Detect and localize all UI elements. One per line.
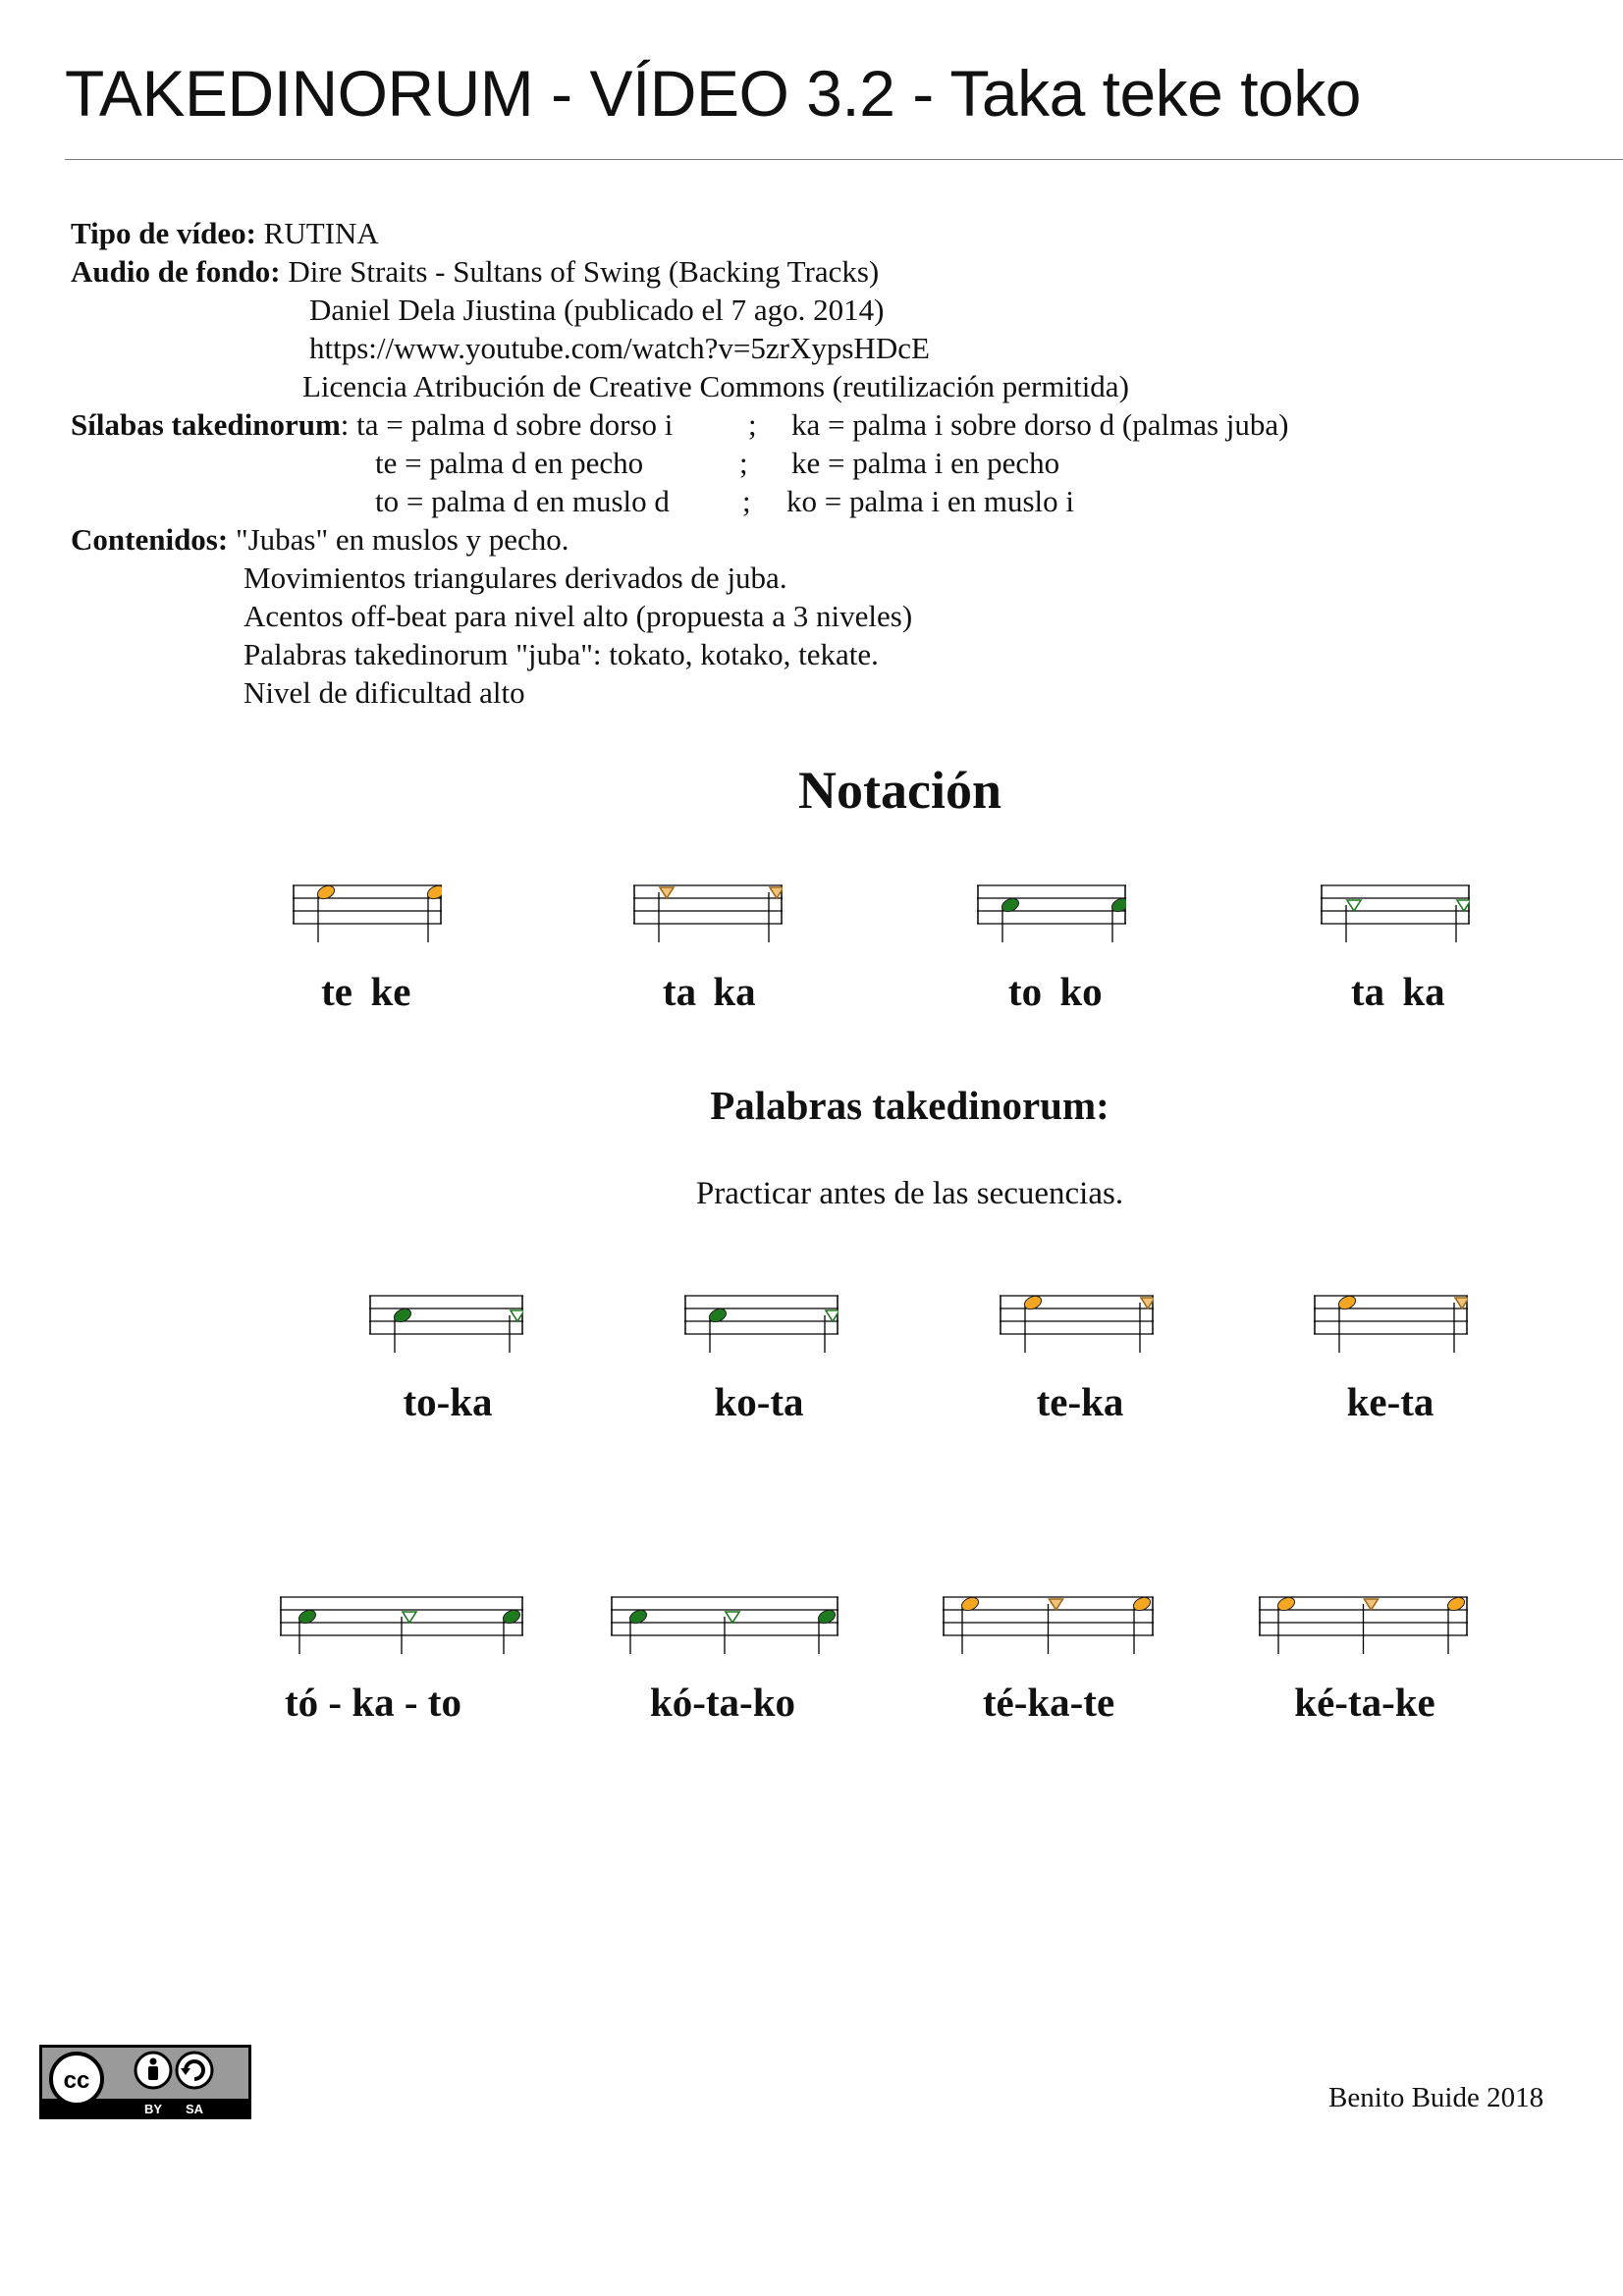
audio-line-3[interactable]: https://www.youtube.com/watch?v=5zrXypsHDcE: [309, 331, 930, 365]
notacion-3-syllable-1: to: [1007, 969, 1043, 1014]
audio-line-2: Daniel Dela Jiustina (publicado el 7 ago. 2014): [309, 293, 885, 327]
silabas-row-1-left: : ta = palma d sobre dorso i: [340, 407, 674, 442]
note-ka: [1050, 1599, 1063, 1610]
staff-notacion-4: [1321, 879, 1470, 942]
silabas-row-3-left: to = palma d en muslo d: [375, 484, 670, 518]
notacion-3-syllable-2: ko: [1059, 969, 1103, 1014]
notacion-heading: Notación: [798, 761, 1001, 820]
cc-by-sa-badge[interactable]: [39, 2045, 251, 2119]
cc-icon-text: cc: [63, 2067, 90, 2094]
staff-word-te-ka: [1000, 1289, 1154, 1353]
notacion-4-syllable-2: ka: [1402, 969, 1445, 1014]
note-ka2: [511, 1310, 523, 1321]
note-ka2: [1457, 900, 1470, 911]
silabas-row-2-left: te = palma d en pecho: [375, 446, 644, 480]
contenidos-line-1: [71, 524, 569, 555]
word-label-ketake: ké-ta-ke: [1294, 1680, 1435, 1725]
sa-icon: [177, 2053, 212, 2088]
staff-notacion-2: [633, 879, 783, 942]
contenidos-line-4: Palabras takedinorum "juba": tokato, kotako, tekate.: [243, 637, 879, 671]
note-ta: [660, 887, 674, 898]
by-text: BY: [143, 2102, 163, 2116]
silabas-row-3-right: ko = palma i en muslo i: [786, 484, 1075, 518]
palabras-subtitle: Practicar antes de las secuencias.: [695, 1176, 1124, 1211]
word-label-kotako: kó-ta-ko: [649, 1680, 796, 1725]
sa-text: SA: [185, 2102, 204, 2116]
palabras-heading: Palabras takedinorum:: [710, 1083, 1109, 1128]
tipo-label: Tipo de vídeo:: [71, 216, 256, 250]
silabas-label: Sílabas takedinorum: [71, 407, 341, 442]
notacion-2-syllable-2: ka: [713, 969, 756, 1014]
silabas-row-1-sep: ;: [748, 407, 757, 442]
word-label-ke-ta: ke-ta: [1346, 1379, 1434, 1424]
silabas-row-2-sep: ;: [739, 446, 748, 480]
staff-word-kotako: [611, 1590, 839, 1654]
note-ta: [1365, 1599, 1379, 1610]
word-label-tekate: té-ka-te: [982, 1680, 1115, 1725]
staff-word-ko-ta: [684, 1289, 839, 1353]
audio-line-1: Dire Straits - Sultans of Swing (Backing Tracks): [280, 254, 880, 289]
staff-word-ke-ta: [1314, 1289, 1468, 1353]
staff-word-ketake: [1259, 1590, 1468, 1654]
silabas-row-1: [71, 409, 673, 440]
author-credit: Benito Buide 2018: [1328, 2082, 1544, 2113]
staff-notacion-3: [977, 879, 1126, 942]
staff-notacion-1: [293, 879, 442, 942]
word-label-ko-ta: ko-ta: [714, 1379, 804, 1424]
word-label-to-ka: to-ka: [403, 1379, 493, 1424]
staff-word-tokato: [280, 1590, 523, 1654]
note-ka: [770, 887, 783, 898]
word-label-te-ka: te-ka: [1036, 1379, 1124, 1424]
audio-label: Audio de fondo:: [71, 254, 281, 289]
note-ta2: [826, 1310, 839, 1321]
contenidos-line-5: Nivel de dificultad alto: [243, 675, 525, 710]
silabas-row-1-right: ka = palma i sobre dorso d (palmas juba): [791, 407, 1289, 442]
note-ta: [1455, 1298, 1468, 1308]
title-rule: [65, 159, 1623, 160]
note-ka: [1141, 1298, 1154, 1308]
note-ta2: [726, 1612, 739, 1623]
by-icon-head: [150, 2058, 157, 2065]
contenidos-line-2: Movimientos triangulares derivados de juba.: [243, 561, 787, 595]
tipo-value: RUTINA: [255, 216, 379, 250]
audio-line: [71, 256, 879, 287]
contenidos-line-3: Acentos off-beat para nivel alto (propuesta a 3 niveles): [243, 599, 913, 633]
word-label-tokato: tó - ka - to: [285, 1680, 461, 1725]
note-ta2: [1347, 900, 1361, 911]
staff-word-to-ka: [369, 1289, 523, 1353]
page-title: TAKEDINORUM - VÍDEO 3.2 - Taka teke toko: [65, 57, 1361, 130]
notacion-4-syllable-1: ta: [1350, 969, 1385, 1014]
notacion-2-syllable-1: ta: [662, 969, 697, 1014]
staff-word-tekate: [943, 1590, 1154, 1654]
silabas-row-3-sep: ;: [742, 484, 751, 518]
silabas-row-2-right: ke = palma i en pecho: [791, 446, 1060, 480]
notacion-1-syllable-2: ke: [370, 969, 411, 1014]
tipo-line: [71, 218, 379, 248]
by-icon-body: [148, 2066, 158, 2080]
notacion-1-syllable-1: te: [321, 969, 352, 1014]
note-ka2: [403, 1612, 416, 1623]
contenidos-text-1: "Jubas" en muslos y pecho.: [228, 522, 569, 557]
audio-line-4: Licencia Atribución de Creative Commons (reutilización permitida): [302, 369, 1129, 403]
contenidos-label: Contenidos:: [71, 522, 229, 557]
